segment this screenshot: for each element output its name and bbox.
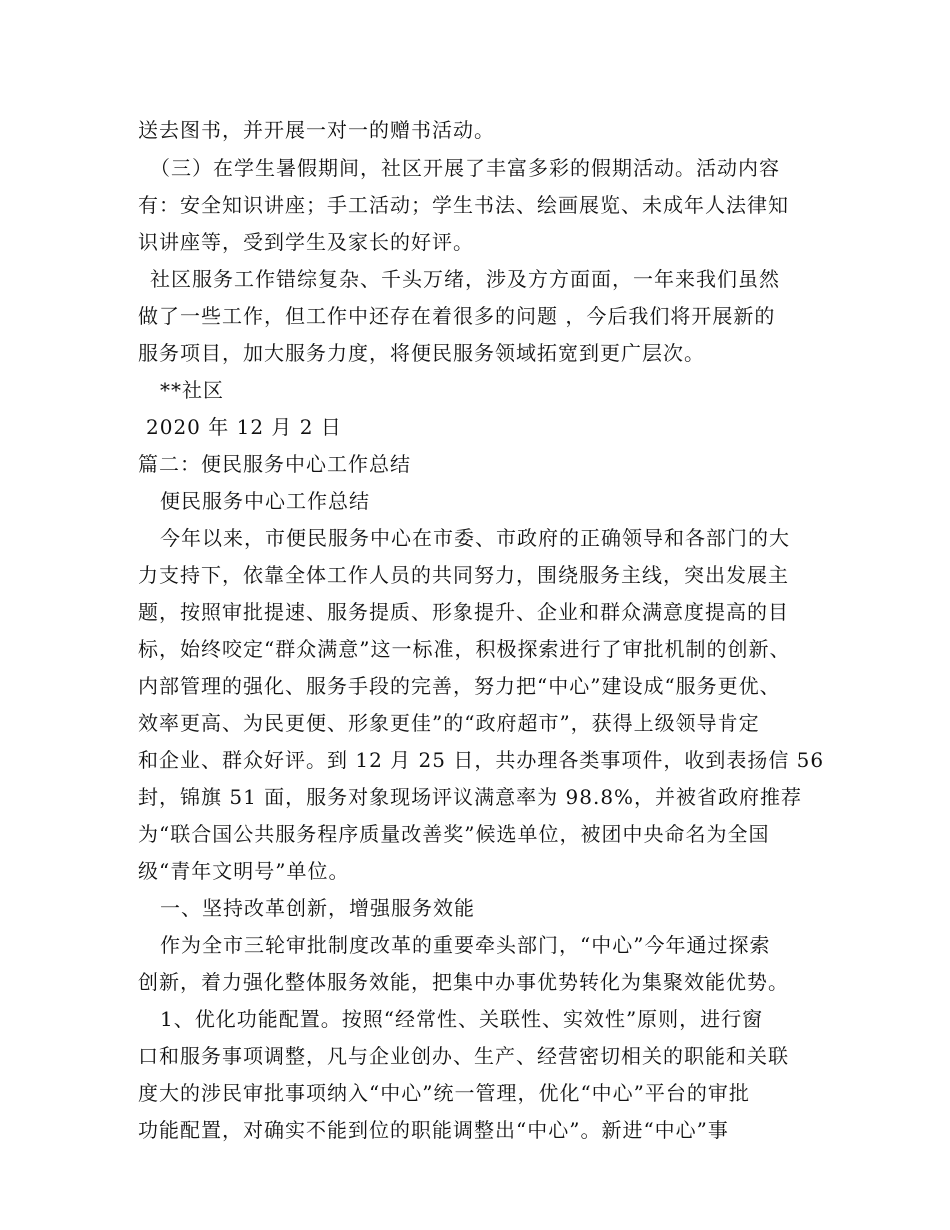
text-line: 标，始终咬定“群众满意”这一标准，积极探索进行了审批机制的创新、 <box>138 637 791 661</box>
signature-org: **社区 <box>160 378 224 402</box>
text-line: 封，锦旗 51 面，服务对象现场评议满意率为 98.8%，并被省政府推荐 <box>138 785 803 809</box>
text-line: 内部管理的强化、服务手段的完善，努力把“中心”建设成“服务更优、 <box>138 674 781 698</box>
signature-date: 2020 年 12 月 2 日 <box>146 415 342 439</box>
text-line: 服务项目，加大服务力度，将便民服务领域拓宽到更广层次。 <box>138 341 705 365</box>
text-line: （三）在学生暑假期间，社区开展了丰富多彩的假期活动。活动内容 <box>150 156 780 180</box>
text-line: 有：安全知识讲座；手工活动；学生书法、绘画展览、未成年人法律知 <box>138 193 789 217</box>
text-line: 功能配置，对确实不能到位的职能调整出“中心”。新进“中心”事 <box>138 1118 729 1142</box>
section-title: 便民服务中心工作总结 <box>160 489 370 513</box>
text-line: 效率更高、为民更便、形象更佳”的“政府超市”，获得上级领导肯定 <box>138 711 760 735</box>
text-line: 创新，着力强化整体服务效能，把集中办事优势转化为集聚效能优势。 <box>138 970 789 994</box>
text-line: 口和服务事项调整，凡与企业创办、生产、经营密切相关的职能和关联 <box>138 1044 789 1068</box>
text-line: 和企业、群众好评。到 12 月 25 日，共办理各类事项件，收到表扬信 56 <box>138 748 825 772</box>
text-line: 今年以来，市便民服务中心在市委、市政府的正确领导和各部门的大 <box>160 526 790 550</box>
section-heading: 篇二：便民服务中心工作总结 <box>138 452 411 476</box>
text-line: 社区服务工作错综复杂、千头万绪，涉及方方面面，一年来我们虽然 <box>150 267 780 291</box>
text-line: 题，按照审批提速、服务提质、形象提升、企业和群众满意度提高的目 <box>138 600 789 624</box>
text-line: 作为全市三轮审批制度改革的重要牵头部门，“中心”今年通过探索 <box>160 933 771 957</box>
text-line: 识讲座等，受到学生及家长的好评。 <box>138 230 474 254</box>
text-line: 级“青年文明号”单位。 <box>138 859 350 883</box>
text-line: 送去图书，并开展一对一的赠书活动。 <box>138 118 495 142</box>
text-line: 做了一些工作，但工作中还存在着很多的问题 ，今后我们将开展新的 <box>138 304 776 328</box>
subsection-heading: 一、坚持改革创新，增强服务效能 <box>160 896 475 920</box>
text-line: 度大的涉民审批事项纳入“中心”统一管理，优化“中心”平台的审批 <box>138 1081 750 1105</box>
text-line: 为“联合国公共服务程序质量改善奖”候选单位，被团中央命名为全国 <box>138 822 770 846</box>
text-line: 力支持下，依靠全体工作人员的共同努力，围绕服务主线，突出发展主 <box>138 563 789 587</box>
text-line: 1、优化功能配置。按照“经常性、关联性、实效性”原则，进行窗 <box>160 1007 764 1031</box>
